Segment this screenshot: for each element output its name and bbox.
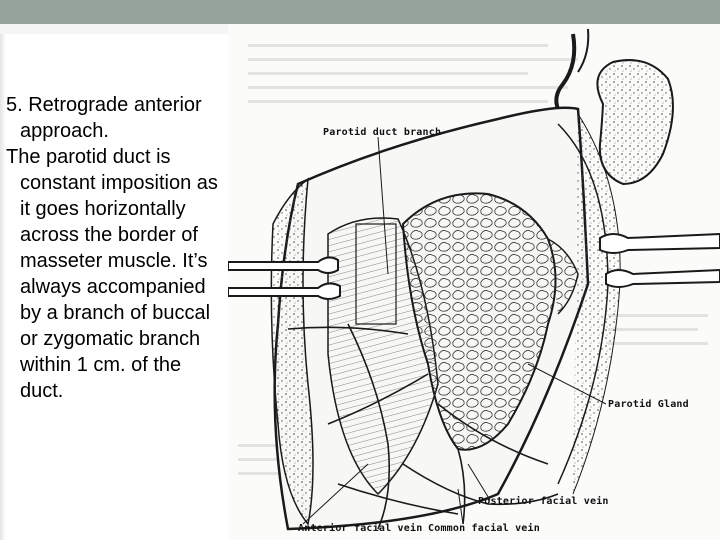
parotid-dissection-drawing (228, 24, 720, 540)
label-parotid-duct-branch: Parotid duct branch (323, 127, 442, 138)
bullet-retrograde-approach: 5. Retrograde anterior approach. (6, 94, 202, 142)
label-posterior-facial-vein: Posterior facial vein (478, 496, 609, 507)
slide-text-panel (6, 92, 228, 404)
label-common-facial-vein: Common facial vein (428, 523, 540, 534)
bullet-parotid-duct-description: The parotid duct is constant imposition as it goes horizontally across the border of masseter muscle. It’s always accompanied by a branch of buccal or zygomatic branch within 1 cm. of the duct. (6, 146, 218, 402)
label-parotid-gland: Parotid Gland (608, 399, 689, 410)
slide-top-bar (0, 0, 720, 24)
label-anterior-facial-vein: Anterior facial vein (298, 523, 423, 534)
slide-top-strip (0, 24, 228, 34)
anatomical-illustration (228, 24, 720, 540)
